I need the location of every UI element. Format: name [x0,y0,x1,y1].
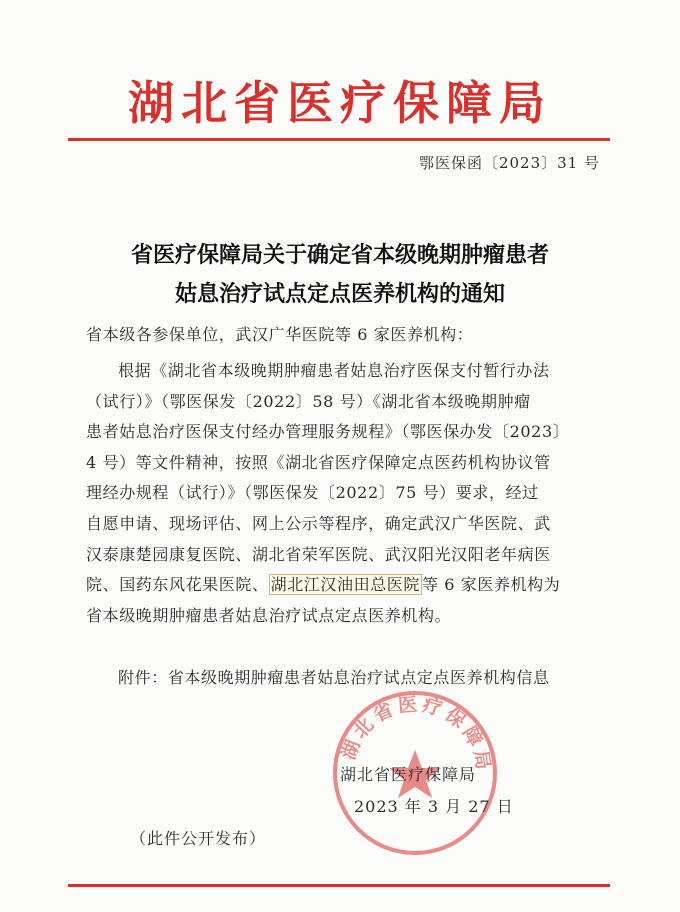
notice-title-line-2: 姑息治疗试点定点医养机构的通知 [174,282,505,307]
document-number: 鄂医保函〔2023〕31 号 [418,154,600,172]
highlighted-hospital-name: 湖北江汉油田总医院 [270,575,421,595]
body-line: （试行）》（鄂医保发〔2022〕58 号）《湖北省本级晚期肿瘤 [86,391,531,411]
body-line-segment: 院、国药东风花果医院、 [86,575,269,595]
body-line: 自愿申请、现场评估、网上公示等程序，确定武汉广华医院、武 [86,513,551,533]
notice-title-line-1: 省医疗保障局关于确定省本级晚期肿瘤患者 [130,243,549,268]
salutation: 省本级各参保单位，武汉广华医院等 6 家医养机构： [86,325,474,344]
attachment-note: 附件：省本级晚期肿瘤患者姑息治疗试点定点医养机构信息 [118,668,550,687]
body-line: 省本级晚期肿瘤患者姑息治疗试点定点医养机构。 [86,605,452,625]
body-paragraph [86,356,606,631]
public-disclosure-note: （此件公开发布） [130,829,267,848]
body-line: 4 号）等文件精神，按照《湖北省医疗保障定点医药机构协议管 [86,452,551,472]
seal-text: 湖北省医疗保障局 [337,693,495,776]
body-line-segment: 等 6 家医养机构为 [422,575,561,595]
issuing-agency-signature: 湖北省医疗保障局 [340,765,477,784]
masthead-red-rule [68,138,610,141]
body-line: 患者姑息治疗医保支付经办管理服务规程》（鄂医保办发〔2023〕 [86,422,570,442]
body-line: 汉泰康楚园康复医院、湖北省荣军医院、武汉阳光汉阳老年病医 [86,544,551,564]
notice-title [60,236,620,314]
agency-masthead: 湖北省医疗保障局 [128,76,552,130]
issue-date: 2023 年 3 月 27 日 [354,797,514,816]
body-line: 理经办规程（试行）》（鄂医保发〔2022〕75 号）要求，经过 [86,483,539,503]
footer-red-rule [68,884,610,887]
body-line-with-highlight [86,570,606,601]
body-line: 根据《湖北省本级晚期肿瘤患者姑息治疗医保支付暂行办法 [118,361,550,380]
